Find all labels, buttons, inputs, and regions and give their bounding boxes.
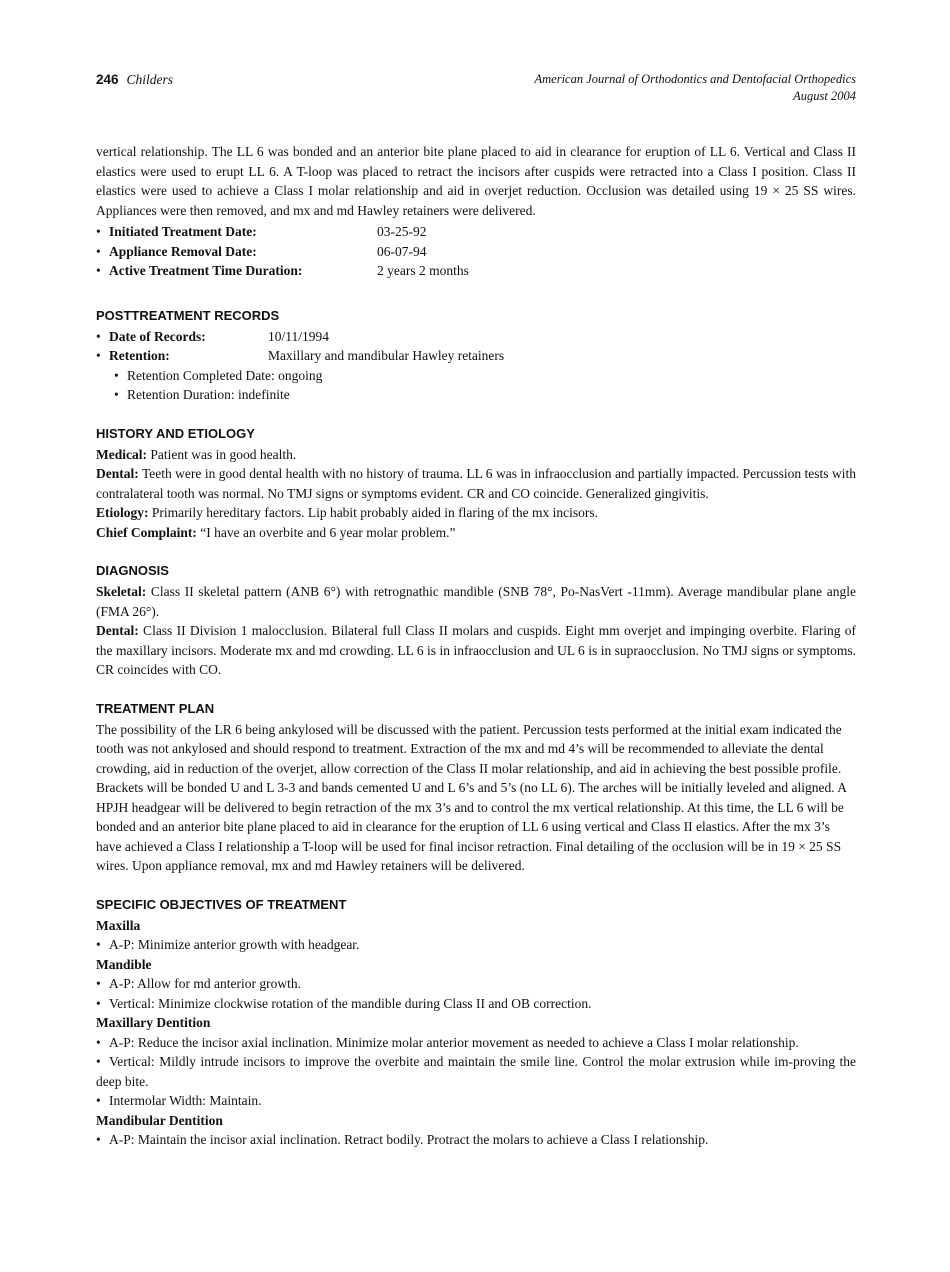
objectives-subheading: Mandible: [96, 956, 152, 972]
item-text: Teeth were in good dental health with no history of trauma. LL 6 was in infraocclusion and partially impacted. Percussion tests with contralateral tooth was normal. No TMJ signs or symptoms evident. CR and CO coincide. Generalized gingivitis.: [96, 466, 856, 501]
list-item: [96, 261, 856, 281]
item-value: 06-07-94: [377, 243, 427, 259]
treatment-plan-text: The possibility of the LR 6 being ankylosed will be discussed with the patient. Percussion tests performed at the initial exam indicated the tooth was not ankylosed and should respond to treatment. Extraction of the mx and md 4’s will be recommended to alleviate the dental crowding, aid in reduction of the overjet, allow correction of the Class II molar relationship, and aid in achieving the best possible profile. Brackets will be bonded U and L 3-3 and bands cemented U and L 6’s and 5’s (no LL 6). The arches will be initially leveled and aligned. A HPJH headgear will be delivered to begin retraction of the mx 3’s and to control the mx vertical relationship. At this time, the LL 6 will be bonded and an anterior bite plane placed to aid in clearance for the eruption of LL 6 using vertical and Class II elastics. After the mx 3’s have achieved a Class I relationship a T-loop will be used for final incisor retraction. Final detailing of the occlusion will be in 19 × 25 SS wires. Upon appliance removal, mx and md Hawley retainers will be delivered.: [96, 721, 847, 873]
article-body: [96, 142, 856, 1150]
issue-date: August 2004: [793, 89, 856, 103]
item-label: Appliance Removal Date:: [109, 243, 257, 259]
posttreatment-list: [96, 327, 856, 405]
diagnosis-skeletal: [96, 582, 856, 621]
item-label: Dental:: [96, 623, 139, 638]
section-heading: TREATMENT PLAN: [96, 700, 215, 716]
history-medical: [96, 445, 856, 465]
item-label: Skeletal:: [96, 584, 147, 599]
item-value: 2 years 2 months: [377, 263, 469, 278]
objectives-subheading: Maxillary Dentition: [96, 1015, 211, 1030]
objectives-group-maxillary-dentition: [96, 1013, 856, 1111]
objectives-subheading: Maxilla: [96, 917, 141, 933]
item-label: Chief Complaint:: [96, 524, 197, 540]
item-text: Class II Division 1 malocclusion. Bilateral full Class II molars and cuspids. Eight mm overjet and impinging overbite. Flaring of the maxillary incisors. Moderate mx and md crowding. LL 6 is in infraocclusion and UL 6 is in supraocclusion. No TMJ signs or symptoms. CR coincides with CO.: [96, 623, 856, 677]
item-value: 03-25-92: [377, 224, 427, 239]
list-item: [96, 327, 856, 347]
section-heading: HISTORY AND ETIOLOGY: [96, 425, 255, 441]
list-item: • Vertical: Minimize clockwise rotation of the mandible during Class II and OB correction.: [96, 994, 856, 1014]
list-item: • A-P: Maintain the incisor axial inclination. Retract bodily. Protract the molars to achieve a Class I relationship.: [96, 1130, 856, 1150]
item-label: Etiology:: [96, 505, 149, 520]
history-dental: [96, 464, 856, 503]
list-item: [96, 222, 856, 242]
history-chief-complaint: [96, 523, 856, 543]
section-heading: SPECIFIC OBJECTIVES OF TREATMENT: [96, 896, 347, 912]
item-text: Class II skeletal pattern (ANB 6°) with retrognathic mandible (SNB 78°, Po-NasVert -11mm). Average mandibular plane angle (FMA 26°).: [96, 584, 856, 619]
list-item: • A-P: Reduce the incisor axial inclination. Minimize molar anterior movement as needed to achieve a Class I molar relationship.: [96, 1033, 856, 1053]
running-author: Childers: [126, 72, 174, 87]
item-label: Retention:: [109, 348, 170, 363]
list-item: • Vertical: Mildly intrude incisors to improve the overbite and maintain the smile line. Control the molar extrusion while im-proving the deep bite.: [96, 1052, 856, 1091]
page-number: 246: [96, 72, 119, 87]
journal-title: American Journal of Orthodontics and Dentofacial Orthopedics: [534, 72, 856, 86]
list-item: • A-P: Allow for md anterior growth.: [96, 974, 856, 994]
item-label: Active Treatment Time Duration:: [109, 263, 303, 278]
objectives-group-maxilla: [96, 916, 856, 955]
objectives-group-mandible: [96, 955, 856, 1014]
sub-list-item: • Retention Completed Date: ongoing: [114, 366, 856, 386]
item-label: Medical:: [96, 446, 147, 462]
item-value: Maxillary and mandibular Hawley retainers: [268, 348, 505, 363]
section-heading: DIAGNOSIS: [96, 563, 169, 578]
list-item: • A-P: Minimize anterior growth with headgear.: [96, 935, 856, 955]
item-text: Primarily hereditary factors. Lip habit probably aided in flaring of the mx incisors.: [148, 505, 599, 520]
item-label: Dental:: [96, 466, 139, 481]
header-left: [96, 71, 173, 89]
section-heading: POSTTREATMENT RECORDS: [96, 307, 280, 323]
history-etiology: [96, 503, 856, 523]
list-item: [96, 346, 856, 366]
header-right: [535, 71, 857, 105]
treatment-dates-list: [96, 222, 856, 281]
item-label: Date of Records:: [109, 328, 206, 344]
item-text: “I have an overbite and 6 year molar problem.”: [196, 524, 456, 540]
list-item: [96, 242, 856, 262]
diagnosis-dental: [96, 621, 856, 680]
objectives-group-mandibular-dentition: [96, 1111, 856, 1150]
item-value: 10/11/1994: [268, 328, 330, 344]
item-text: Patient was in good health.: [146, 446, 297, 462]
intro-paragraph: vertical relationship. The LL 6 was bonded and an anterior bite plane placed to aid in clearance for eruption of LL 6. Vertical and Class II elastics were used to erupt LL 6. A T-loop was placed to retract the incisors after cuspids were retracted into a Class I position. Class II elastics were used to achieve a Class I molar relationship and aid in overjet reduction. Occlusion was detailed using 19 × 25 SS wires. Appliances were then removed, and mx and md Hawley retainers were delivered.: [96, 144, 856, 218]
sub-list-item: • Retention Duration: indefinite: [114, 385, 856, 405]
list-item: • Intermolar Width: Maintain.: [96, 1091, 856, 1111]
objectives-subheading: Mandibular Dentition: [96, 1112, 223, 1128]
item-label: Initiated Treatment Date:: [109, 224, 257, 239]
